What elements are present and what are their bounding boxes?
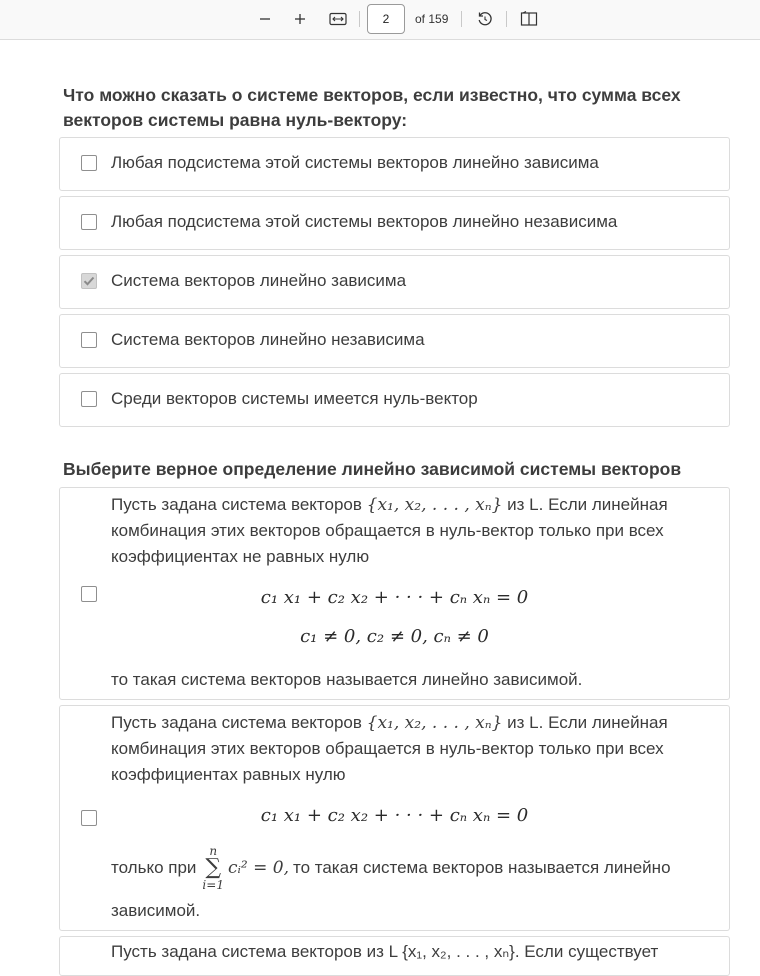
- page-total-label: of 159: [415, 12, 449, 26]
- sum-condition-line: [111, 845, 671, 891]
- text-fragment: Пусть задана система векторов: [111, 495, 362, 514]
- sum-expression: cᵢ² = 0,: [227, 858, 289, 878]
- equation: [59, 626, 730, 647]
- answer-option-text-line: зависимой.: [111, 901, 201, 920]
- answer-option-text-line: Пусть задана система векторов из L {x₁, x₂, . . . , xₙ}. Если существует: [111, 942, 659, 961]
- fit-width-button[interactable]: [327, 0, 349, 38]
- question-title-line: Что можно сказать о системе векторов, если известно, что сумма всех: [63, 85, 681, 105]
- equation-text: c₁ x₁ + c₂ x₂ + · · · + cₙ xₙ = 0: [260, 805, 529, 826]
- checkbox[interactable]: [81, 214, 97, 230]
- text-line: комбинация этих векторов обращается в нуль-вектор только при всех: [111, 739, 664, 758]
- zoom-out-button[interactable]: [255, 0, 275, 38]
- text-fragment: из L. Если линейная: [507, 713, 668, 732]
- fit-width-icon: [329, 12, 347, 26]
- question-title: [63, 83, 681, 133]
- rotate-button[interactable]: [474, 0, 496, 38]
- sum-upper-limit: n: [209, 844, 218, 858]
- zoom-out-icon: [259, 13, 271, 25]
- text-fragment: только при: [111, 858, 197, 877]
- equation-text: c₁ x₁ + c₂ x₂ + · · · + cₙ xₙ = 0: [260, 587, 529, 608]
- vector-set: {x₁, x₂, . . . , xₙ}: [366, 713, 503, 733]
- sigma: ∑: [205, 855, 222, 880]
- page-view-button[interactable]: [518, 0, 540, 38]
- answer-option-label: Система векторов линейно зависима: [111, 271, 407, 290]
- text-line: [111, 492, 668, 518]
- answer-option-text-line: то такая система векторов называется линейно зависимой.: [111, 670, 583, 689]
- text-line: коэффициентах равных нулю: [111, 765, 346, 784]
- answer-option-label: Любая подсистема этой системы векторов линейно независима: [111, 212, 618, 231]
- page-number-input[interactable]: 2: [367, 4, 405, 34]
- zoom-in-button[interactable]: [290, 0, 310, 38]
- answer-option-label: Среди векторов системы имеется нуль-вектор: [111, 389, 478, 408]
- question-title: Выберите верное определение линейно зависимой системы векторов: [63, 459, 682, 479]
- equation: [59, 587, 730, 608]
- sum-lower-limit: i=1: [202, 878, 224, 892]
- toolbar-divider: [506, 11, 507, 27]
- pdf-toolbar: [0, 0, 760, 40]
- check-icon: [83, 275, 95, 287]
- question-title-line: векторов системы равна нуль-вектору:: [63, 110, 408, 130]
- checkbox[interactable]: [81, 332, 97, 348]
- vector-set: {x₁, x₂, . . . , xₙ}: [366, 495, 503, 515]
- text-fragment: из L. Если линейная: [507, 495, 668, 514]
- text-fragment: Пусть задана система векторов: [111, 713, 362, 732]
- sum-symbol: [202, 845, 224, 891]
- page-view-icon: [520, 11, 538, 27]
- answer-option-label: Любая подсистема этой системы векторов линейно зависима: [111, 153, 599, 172]
- equation: [59, 805, 730, 826]
- text-line: [111, 710, 668, 736]
- checkbox[interactable]: [81, 391, 97, 407]
- zoom-in-icon: [294, 13, 306, 25]
- answer-option-text: [111, 492, 668, 570]
- checkbox[interactable]: [81, 155, 97, 171]
- answer-option-label: Система векторов линейно независима: [111, 330, 425, 349]
- toolbar-divider: [461, 11, 462, 27]
- toolbar-divider: [359, 11, 360, 27]
- text-line: комбинация этих векторов обращается в нуль-вектор только при всех: [111, 521, 664, 540]
- answer-option-text: [111, 710, 668, 788]
- text-line: коэффициентах не равных нулю: [111, 547, 370, 566]
- rotate-icon: [476, 10, 494, 28]
- checkbox-checked[interactable]: [81, 273, 97, 289]
- equation-text: c₁ ≠ 0, c₂ ≠ 0, cₙ ≠ 0: [300, 626, 489, 647]
- text-fragment: то такая система векторов называется линейно: [292, 858, 671, 877]
